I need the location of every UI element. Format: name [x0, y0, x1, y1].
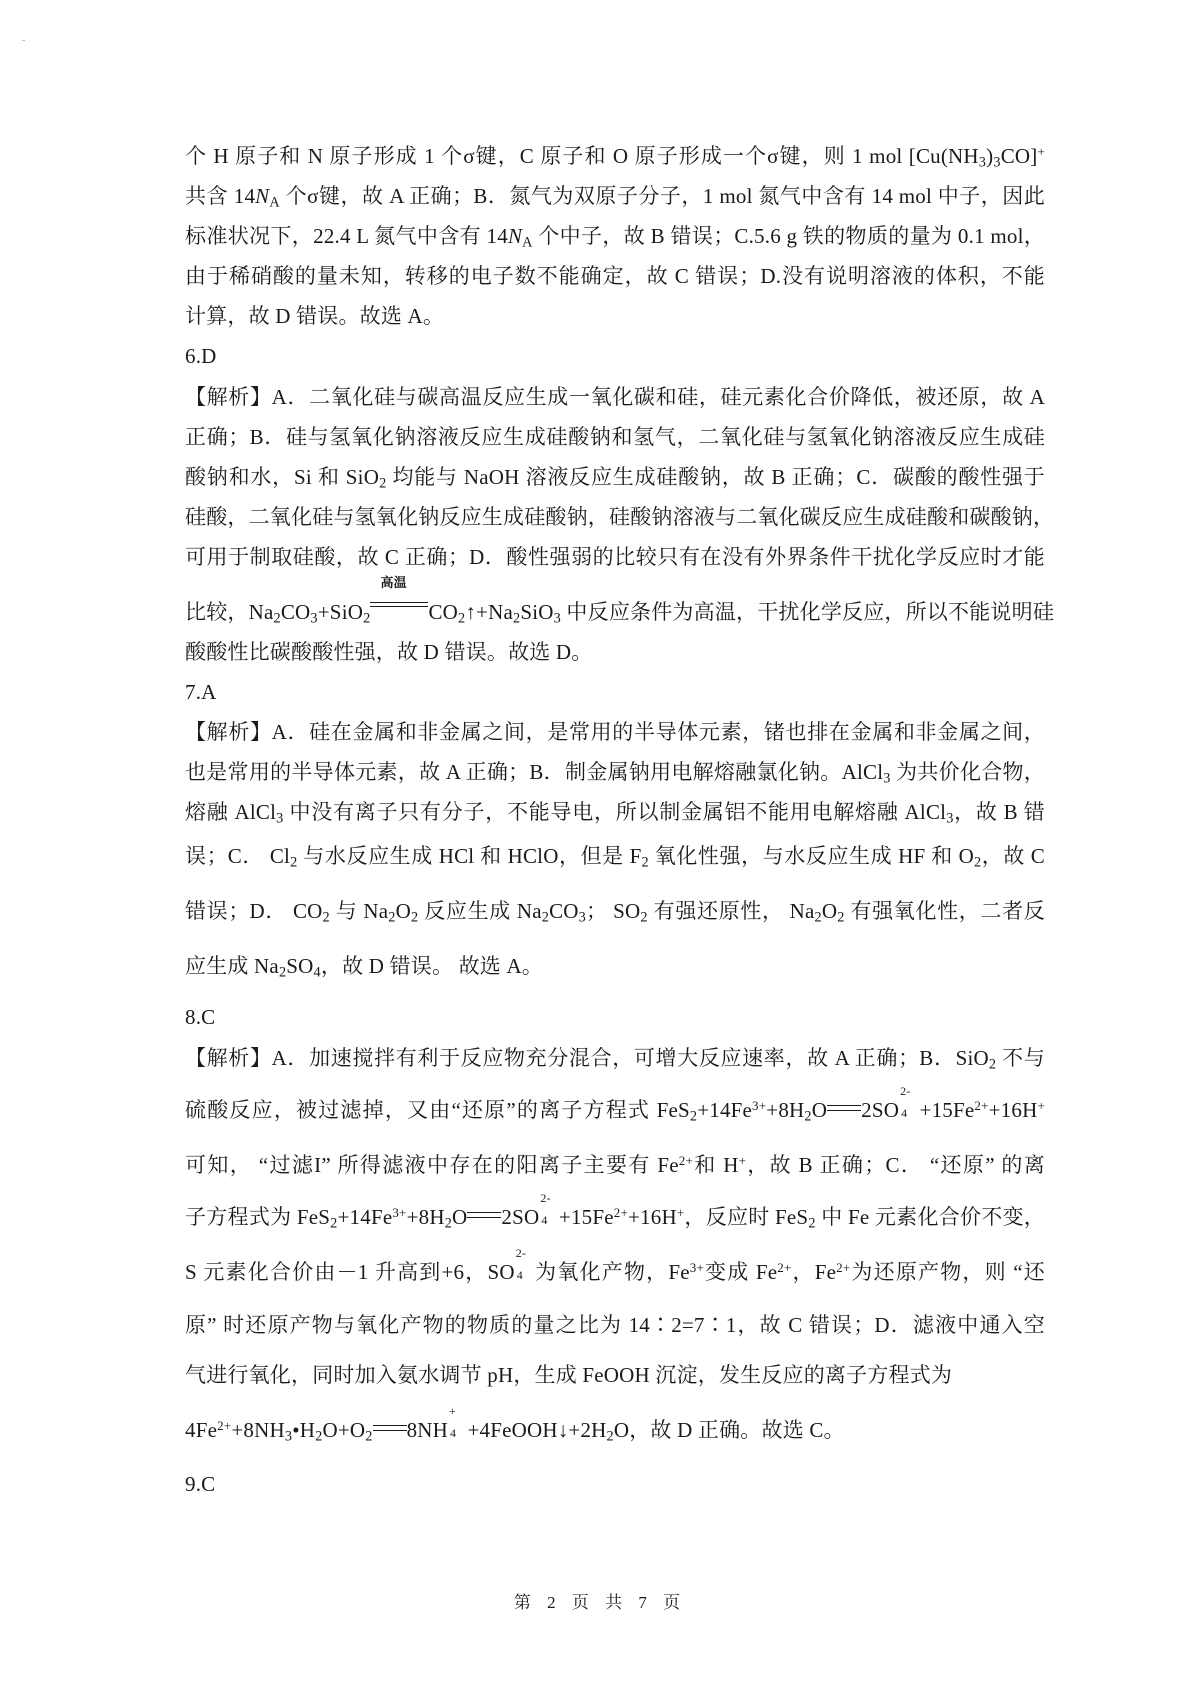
- reaction-condition-arrow: 高温: [370, 599, 428, 619]
- q8-line-6: 原” 时还原产物与氧化产物的物质的量之比为 14∶2=7∶1，故 C 错误；D．滤液中通入空: [185, 1313, 1045, 1337]
- q8-line-4: 子方程式为 $FeS_2+14Fe^{3+}+8H_2O$ 2SO 2- 4 $+15Fe^{2+}+16H^+$，反应时 FeS$_2$ 中 Fe 元素化合价不变，: [185, 1191, 1046, 1232]
- q9-answer: 9.C: [185, 1472, 216, 1496]
- q5-line-2: 共含 $14N_A$ 个σ键，故 A 正确；B．氮气为双原子分子，1 mol 氮气中含有 14 mol 中子，因此: [185, 184, 1045, 211]
- q8-line-5: S 元素化合价由－1 升高到+6，SO 2- 4 为氧化产物，$Fe^{3+}$变成 $Fe^{2+}$，$Fe^{2+}$为还原产物，则 “还: [185, 1246, 1045, 1284]
- q6-line-6-equation: 比较，$Na_2CO_3+SiO_2$ 高温 $CO_2↑+Na_2SiO_3$ 中反应条件为高温，干扰化学反应，所以不能说明硅: [185, 576, 1055, 627]
- q7-line-4: 误；C． $Cl_2$ 与水反应生成 HCl 和 HClO，但是 $F_2$ 氧化性强，与水反应生成 HF 和 $O_2$，故 C: [185, 844, 1046, 871]
- q7-line-6: 应生成 $Na_2SO_4$，故 D 错误。 故选 A。: [185, 954, 544, 981]
- q5-line-1: 个 H 原子和 N 原子形成 1 个σ键，C 原子和 O 原子形成一个σ键，则 1 mol $[Cu(NH_3)_3CO]^+$: [185, 143, 1045, 171]
- q6-answer: 6.D: [185, 344, 217, 368]
- sulfate-charge: 2- 4: [515, 1246, 527, 1282]
- q7-line-3: 熔融 AlCl$_3$ 中没有离子只有分子，不能导电，所以制金属铝不能用电解熔融 AlCl$_3$，故 B 错: [185, 800, 1045, 827]
- sulfate-charge: 2- 4: [540, 1191, 551, 1227]
- sulfate-charge: 2- 4: [900, 1084, 911, 1120]
- q6-line-7: 酸酸性比碳酸酸性强，故 D 错误。故选 D。: [185, 640, 593, 664]
- q6-line-2: 正确；B．硅与氢氧化钠溶液反应生成硅酸钠和氢气，二氧化硅与氢氧化钠溶液反应生成硅: [185, 425, 1045, 449]
- q8-line-3: 可知， “过滤I” 所得滤液中存在的阳离子主要有 $Fe^{2+}$和 H+，故 B 正确；C． “还原” 的离: [185, 1152, 1045, 1177]
- q8-line-1: 【解析】A．加速搅拌有利于反应物充分混合，可增大反应速率，故 A 正确；B．SiO$_2$ 不与: [185, 1046, 1045, 1073]
- q8-line-8-equation: $4Fe^{2+}+8NH_3•H_2O+O_2$ 8NH + 4 $+4FeOOH↓+2H_2O$，故 D 正确。故选 C。: [185, 1404, 845, 1445]
- page-number-footer: 第 2 页 共 7 页: [513, 1593, 687, 1612]
- equals-sign: [467, 1212, 501, 1218]
- q5-line-4: 由于稀硝酸的量未知，转移的电子数不能确定，故 C 错误；D.没有说明溶液的体积，不能: [185, 264, 1045, 288]
- q7-line-2: 也是常用的半导体元素，故 A 正确；B．制金属钠用电解熔融氯化钠。AlCl$_3$ 为共价化合物，: [185, 760, 1045, 787]
- q8-line-2: 硫酸反应，被过滤掉，又由“还原”的离子方程式 $FeS_2+14Fe^{3+}+8H_2O$ 2SO 2- 4 $+15Fe^{2+}+16H^+$: [185, 1084, 1045, 1125]
- equals-sign: [827, 1105, 861, 1111]
- equals-sign: [373, 1425, 407, 1431]
- q5-line-5: 计算，故 D 错误。故选 A。: [185, 304, 445, 328]
- q6-line-5: 可用于制取硅酸，故 C 正确；D．酸性强弱的比较只有在没有外界条件干扰化学反应时才能: [185, 545, 1045, 569]
- q6-line-4: 硅酸，二氧化硅与氢氧化钠反应生成硅酸钠，硅酸钠溶液与二氧化碳反应生成硅酸和碳酸钠，: [185, 505, 1055, 529]
- q8-answer: 8.C: [185, 1005, 216, 1029]
- ammonium-charge: + 4: [449, 1404, 457, 1440]
- q7-line-1: 【解析】A．硅在金属和非金属之间，是常用的半导体元素，锗也排在金属和非金属之间，: [185, 720, 1045, 744]
- q6-line-1: 【解析】A．二氧化硅与碳高温反应生成一氧化碳和硅，硅元素化合价降低，被还原，故 A: [185, 385, 1045, 409]
- scan-artifact: [22, 40, 25, 41]
- q5-line-3: 标准状况下，22.4 L 氮气中含有 $14N_A$ 个中子，故 B 错误；C.5.6 g 铁的物质的量为 0.1 mol，: [185, 224, 1045, 251]
- q8-line-7: 气进行氧化，同时加入氨水调节 pH，生成 FeOOH 沉淀，发生反应的离子方程式为: [185, 1363, 953, 1387]
- q7-line-5: 错误；D． $CO_2$ 与 $Na_2O_2$ 反应生成 $Na_2CO_3$； $SO_2$ 有强还原性， $Na_2O_2$ 有强氧化性，二者反: [185, 899, 1045, 926]
- q6-line-3: 酸钠和水，Si 和 SiO$_2$ 均能与 NaOH 溶液反应生成硅酸钠，故 B 正确；C．碳酸的酸性强于: [185, 465, 1046, 492]
- q7-answer: 7.A: [185, 680, 217, 704]
